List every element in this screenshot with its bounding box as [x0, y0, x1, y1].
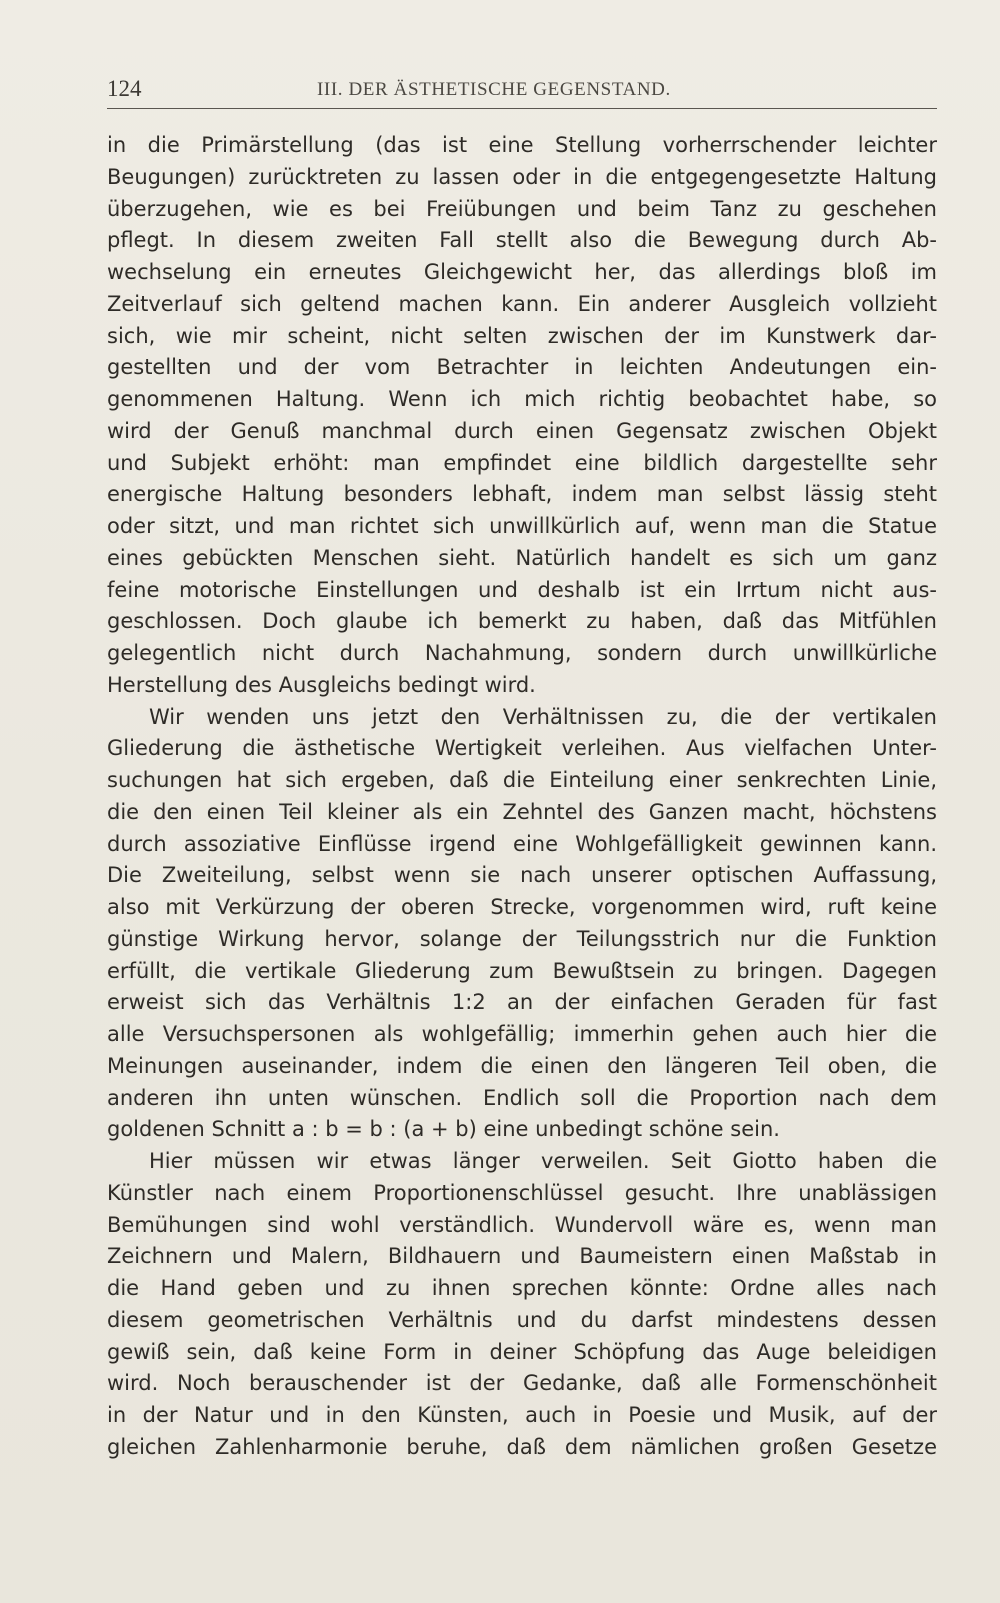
text-line: in der Natur und in den Künsten, auch in Poesie und Musik, auf der: [107, 1403, 937, 1427]
text-line: eines gebückten Menschen sieht. Natürlich handelt es sich um ganz: [107, 545, 937, 570]
text-line: Beugungen) zurücktreten zu lassen oder in die entgegengesetzte Haltung: [107, 164, 937, 189]
text-line: oder sitzt, und man richtet sich unwillkürlich auf, wenn man die Statue: [107, 514, 937, 538]
paragraph-first-line: Wir wenden uns jetzt den Verhältnissen zu, die der vertikalen: [149, 704, 937, 729]
text-line: Zeitverlauf sich geltend machen kann. Ein anderer Ausgleich vollzieht: [107, 291, 937, 316]
paragraph-last-line: Herstellung des Ausgleichs bedingt wird.: [107, 672, 536, 697]
text-line: anderen ihn unten wünschen. Endlich soll die Proportion nach dem: [107, 1085, 937, 1110]
text-line: überzugehen, wie es bei Freiübungen und beim Tanz zu geschehen: [107, 196, 937, 221]
paragraph-last-line: goldenen Schnitt a : b = b : (a + b) eine unbedingt schöne sein.: [107, 1117, 780, 1142]
page-number: 124: [107, 76, 142, 101]
text-line: geschlossen. Doch glaube ich bemerkt zu haben, daß das Mitfühlen: [107, 609, 937, 634]
body-text: [107, 130, 937, 1464]
text-line: sich, wie mir scheint, nicht selten zwischen der im Kunstwerk dar-: [107, 323, 937, 348]
text-line: diesem geometrischen Verhältnis und du darfst mindestens dessen: [107, 1307, 937, 1332]
text-line: wechselung ein erneutes Gleichgewicht her, das allerdings bloß im: [107, 260, 937, 284]
text-line: die den einen Teil kleiner als ein Zehntel des Ganzen macht, höchstens: [107, 799, 937, 824]
text-line: gewiß sein, daß keine Form in deiner Schöpfung das Auge beleidigen: [107, 1339, 937, 1364]
running-head: [107, 74, 937, 109]
text-line: Meinungen auseinander, indem die einen den längeren Teil oben, die: [107, 1053, 937, 1078]
text-line: genommenen Haltung. Wenn ich mich richtig beobachtet habe, so: [107, 387, 937, 411]
text-line: wird. Noch berauschender ist der Gedanke, daß alle Formenschönheit: [107, 1371, 937, 1396]
text-line: gleichen Zahlenharmonie beruhe, daß dem nämlichen großen Gesetze: [107, 1434, 937, 1459]
text-line: erfüllt, die vertikale Gliederung zum Bewußtsein zu bringen. Dagegen: [107, 958, 937, 983]
text-line: suchungen hat sich ergeben, daß die Einteilung einer senkrechten Linie,: [107, 768, 937, 792]
text-line: und Subjekt erhöht: man empfindet eine bildlich dargestellte sehr: [107, 450, 937, 475]
text-line: Die Zweiteilung, selbst wenn sie nach unserer optischen Auffassung,: [107, 863, 937, 888]
text-line: günstige Wirkung hervor, solange der Teilungsstrich nur die Funktion: [107, 926, 937, 951]
text-line: wird der Genuß manchmal durch einen Gegensatz zwischen Objekt: [107, 418, 937, 443]
chapter-title: III. DER ÄSTHETISCHE GEGENSTAND.: [317, 79, 671, 100]
text-line: Bemühungen sind wohl verständlich. Wundervoll wäre es, wenn man: [107, 1212, 937, 1237]
text-line: gelegentlich nicht durch Nachahmung, sondern durch unwillkürliche: [107, 641, 937, 665]
text-line: also mit Verkürzung der oberen Strecke, vorgenommen wird, ruft keine: [107, 895, 937, 919]
text-line: erweist sich das Verhältnis 1:2 an der einfachen Geraden für fast: [107, 990, 937, 1015]
text-line: pflegt. In diesem zweiten Fall stellt also die Bewegung durch Ab-: [107, 228, 937, 253]
text-line: Künstler nach einem Proportionenschlüssel gesucht. Ihre unablässigen: [107, 1180, 937, 1205]
paragraph-first-line: Hier müssen wir etwas länger verweilen. Seit Giotto haben die: [149, 1149, 937, 1173]
text-line: feine motorische Einstellungen und deshalb ist ein Irrtum nicht aus-: [107, 577, 937, 602]
text-line: Gliederung die ästhetische Wertigkeit verleihen. Aus vielfachen Unter-: [107, 736, 937, 761]
text-line: die Hand geben und zu ihnen sprechen könnte: Ordne alles nach: [107, 1276, 937, 1300]
text-line: Zeichnern und Malern, Bildhauern und Baumeistern einen Maßstab in: [107, 1244, 937, 1269]
text-line: durch assoziative Einflüsse irgend eine Wohlgefälligkeit gewinnen kann.: [107, 831, 937, 856]
text-line: in die Primärstellung (das ist eine Stellung vorherrschender leichter: [107, 133, 937, 157]
text-line: gestellten und der vom Betrachter in leichten Andeutungen ein-: [107, 355, 937, 380]
text-line: alle Versuchspersonen als wohlgefällig; immerhin gehen auch hier die: [107, 1022, 937, 1046]
text-line: energische Haltung besonders lebhaft, indem man selbst lässig steht: [107, 482, 937, 507]
